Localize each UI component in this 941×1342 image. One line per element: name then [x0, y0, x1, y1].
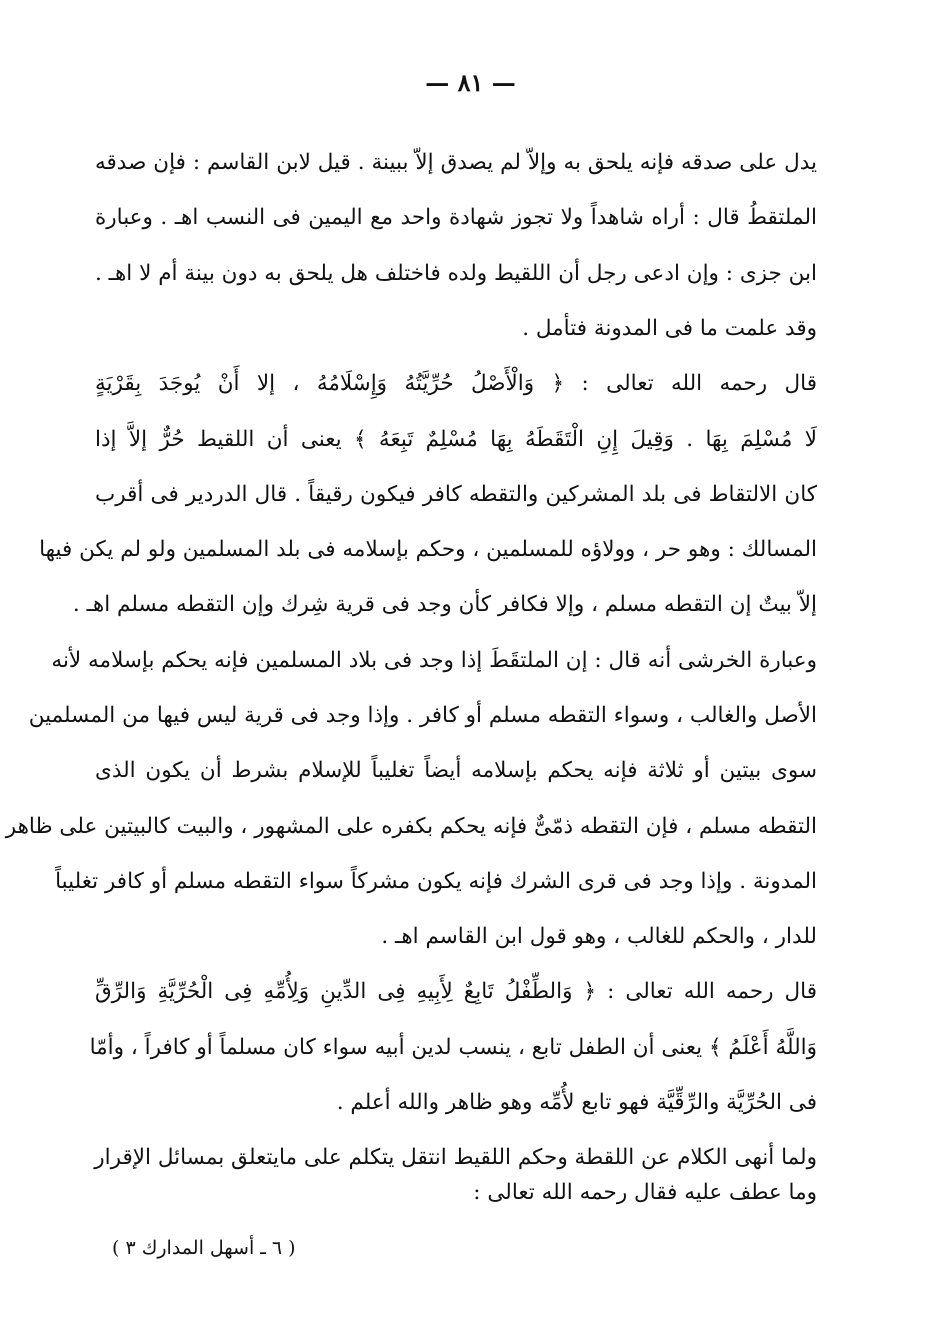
text-line: وما عطف عليه فقال رحمه الله تعالى :	[473, 1180, 817, 1205]
page-number: — ٨١ —	[425, 68, 516, 97]
text-line: إلاّ بيتٌ إن التقطه مسلم ، وإلا فكافر كأن وجد فى قرية شِرك وإن التقطه مسلم اهـ .	[72, 592, 817, 617]
text-line: المدونة . وإذا وجد فى قرى الشرك فإنه يكون مشركاً سواء التقطه مسلم أو كافر تغليباً	[55, 869, 817, 894]
text-line: الملتقطُ قال : أراه شاهداً ولا تجوز شهادة واحد مع اليمين فى النسب اهـ . وعبارة	[95, 205, 817, 230]
text-line: قال رحمه الله تعالى : ﴿ وَالطِّفْلُ تَابِعٌ لِأَبِيهِ فِى الدِّينِ وَلِأُمِّهِ فِى الْحُرِّيَّةِ وَالرِّقِّ	[95, 979, 817, 1004]
text-line: سوى بيتين أو ثلاثة فإنه يحكم بإسلامه أيضاً تغليباً للإسلام بشرط أن يكون الذى	[95, 758, 817, 783]
text-line: وعبارة الخرشى أنه قال : إن الملتقَطَ إذا وجد فى بلاد المسلمين فإنه يحكم بإسلامه لأنه	[51, 648, 817, 673]
text-line: لَا مُسْلِمَ بِهَا . وَقِيلَ إِنِ الْتَقَطَهُ بِهَا مُسْلِمٌ تَبِعَهُ ﴾ يعنى أن اللقيط حُرٌّ إلاَّ إذا	[95, 427, 817, 452]
text-line: كان الالتقاط فى بلد المشركين والتقطه كافر فيكون رقيقاً . قال الدردير فى أقرب	[95, 482, 817, 507]
text-line: المسالك : وهو حر ، وولاؤه للمسلمين ، وحكم بإسلامه فى بلد المسلمين ولو لم يكن فيها	[39, 537, 817, 562]
text-line: ابن جزى : وإن ادعى رجل أن اللقيط ولده فاختلف هل يلحق به دون بينة أم لا اهـ .	[95, 261, 817, 286]
text-line: وقد علمت ما فى المدونة فتأمل .	[522, 316, 817, 341]
text-line: يدل على صدقه فإنه يلحق به وإلاّ لم يصدق إلاّ ببينة . قيل لابن القاسم : فإن صدقه	[95, 150, 817, 175]
text-line: الأصل والغالب ، وسواء التقطه مسلم أو كافر . وإذا وجد فى قرية ليس فيها من المسلمين	[28, 703, 817, 728]
text-line: للدار ، والحكم للغالب ، وهو قول ابن القاسم اهـ .	[381, 924, 817, 949]
footer-signature: ( ٦ ـ أسهل المدارك ٣ )	[112, 1237, 296, 1259]
text-line: قال رحمه الله تعالى : ﴿ وَالْأَصْلُ حُرِّيَّتُهُ وَإِسْلَامُهُ ، إلا أَنْ يُوجَدَ بِقَرْيَةٍ	[95, 371, 817, 396]
text-line: فى الحُرِّيَّة والرِّقِّيَّة فهو تابع لأُمِّه وهو ظاهر والله أعلم .	[336, 1090, 817, 1115]
text-line: التقطه مسلم ، فإن التقطه ذمّىٌّ فإنه يحكم بكفره على المشهور ، والبيت كالبيتين على ظاهر	[5, 814, 817, 839]
text-line: وَاللَّهُ أَعْلَمُ ﴾ يعنى أن الطفل تابع ، ينسب لدين أبيه سواء كان مسلماً أو كافراً ، وأمّا	[89, 1035, 817, 1060]
text-line: ولما أنهى الكلام عن اللقطة وحكم اللقيط انتقل يتكلم على مايتعلق بمسائل الإقرار	[94, 1145, 817, 1170]
